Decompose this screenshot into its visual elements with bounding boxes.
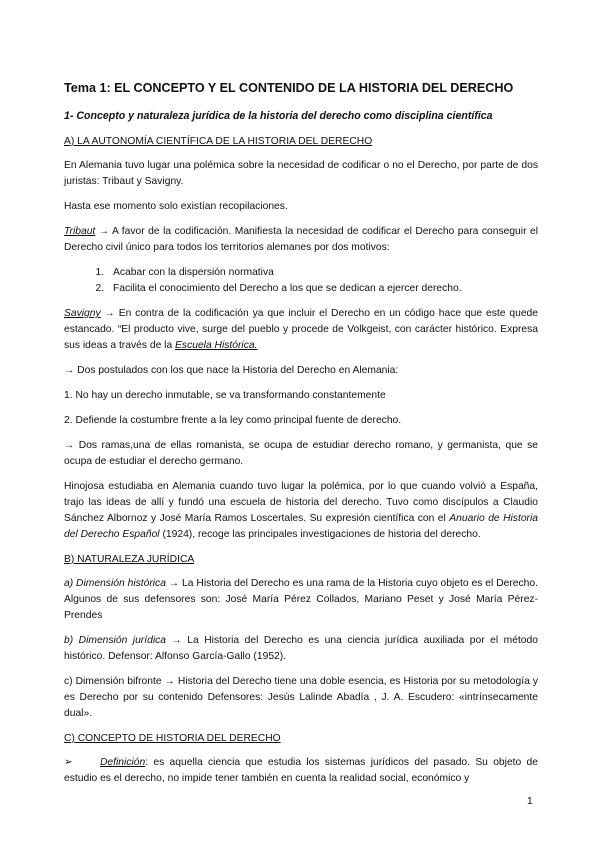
paragraph: 2. Defiende la costumbre frente a la ley como principal fuente de derecho. [64,415,402,426]
savigny-paragraph [64,306,538,354]
definition-label: Definición [100,757,146,768]
section-a-heading: A) LA AUTONOMÍA CIENTÍFICA DE LA HISTORIA DEL DERECHO [64,136,373,147]
hinojosa-paragraph [64,479,538,543]
arrow-bullet-icon: ➢ [64,757,73,768]
dimension-juridica-paragraph [64,633,538,665]
tribaut-name: Tribaut [64,226,96,237]
hinojosa-text: Hinojosa estudiaba en Alemania cuando tuvo lugar la polémica, por lo que cuando volvió a España, trajo las ideas de allí y fundó una escuela de historia del derecho. Tuvo como discípulos a Claudio Sánchez Albornoz y José María Ramos Loscertales. Su expresión científica con el [64,481,538,524]
dimension-historica-paragraph [64,576,538,624]
subtitle: 1- Concepto y naturaleza jurídica de la historia del derecho como disciplina científica [64,110,493,122]
definition-text: : es aquella ciencia que estudia los sistemas jurídicos del pasado. Su objeto de estudio es el derecho, no impide tener también en cuenta la realidad social, económico y [64,757,538,784]
paragraph: En Alemania tuvo lugar una polémica sobre la necesidad de codificar o no el Derecho, por parte de dos juristas: Tribaut y Savigny. [64,160,538,187]
savigny-name: Savigny [64,308,101,319]
definition-paragraph [64,755,538,787]
dimension-label: a) Dimensión histórica [64,578,166,589]
page-title: Tema 1: EL CONCEPTO Y EL CONTENIDO DE LA HISTORIA DEL DERECHO [64,81,514,95]
section-c-heading: C) CONCEPTO DE HISTORIA DEL DERECHO [64,733,281,744]
paragraph: → Dos postulados con los que nace la Historia del Derecho en Alemania: [64,365,399,376]
list-item: 1. Acabar con la dispersión normativa [107,265,538,281]
paragraph: Hasta ese momento solo existían recopilaciones. [64,201,288,212]
tribaut-text: → A favor de la codificación. Manifiesta la necesidad de codificar el Derecho para conseguir el Derecho civil único para todos los territorios alemanes por dos motivos: [64,226,538,253]
savigny-text: → En contra de la codificación ya que incluir el Derecho en un código hace que este quede estancado. “El producto vive, surge del pueblo y procede de Volkgeist, con carácter histórico. Expresa sus ideas a través de la [64,308,538,351]
dimension-label: b) Dimensión jurídica [64,635,166,646]
dimension-bifronte-paragraph: c) Dimensión bifronte → Historia del Derecho tiene una doble esencia, es Historia por su metodología y es Derecho por su contenido Defensores: Jesús Lalinde Abadía , J. A. Escudero: «intrínsecamente dual». [64,676,538,719]
escuela-historica: Escuela Histórica. [175,340,258,351]
paragraph: 1. No hay un derecho inmutable, se va transformando constantemente [64,390,386,401]
tribaut-paragraph [64,224,538,256]
motives-list [64,265,538,297]
list-item: 2. Facilita el conocimiento del Derecho a los que se dedican a ejercer derecho. [107,281,538,297]
section-b-heading: B) NATURALEZA JURÍDICA [64,554,195,565]
dimension-text: → La Historia del Derecho es una ciencia jurídica auxiliada por el método histórico. Defensor: Alfonso García-Gallo (1952). [64,635,538,662]
hinojosa-text: (1924), recoge las principales investigaciones de historia del derecho. [159,529,481,540]
dimension-text: → La Historia del Derecho es una rama de la Historia cuyo objeto es el Derecho. Algunos de sus defensores son: José María Pérez Collados, Mariano Peset y José María Pérez-Prendes [64,578,538,621]
paragraph: → Dos ramas,una de ellas romanista, se ocupa de estudiar derecho romano, y germanista, que se ocupa de estudiar el derecho germano. [64,440,538,467]
anuario-title: Anuario de Historia del Derecho Español [64,513,538,540]
page-number: 1 [527,796,533,807]
